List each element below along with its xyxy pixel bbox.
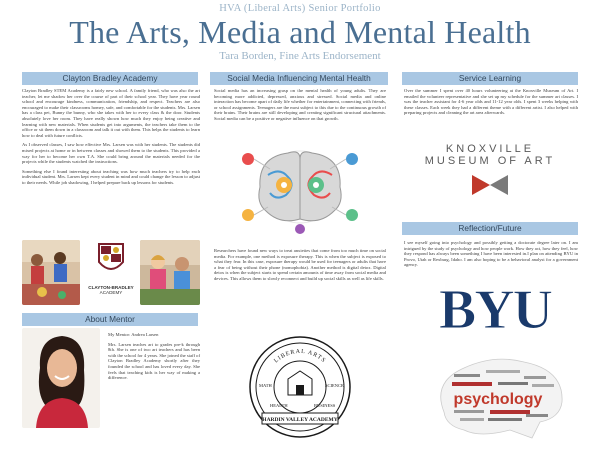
clayton-heading: Clayton Bradley Academy xyxy=(22,72,198,85)
page-title: The Arts, Media and Mental Health xyxy=(69,14,531,50)
byu-logo xyxy=(420,274,570,340)
clayton-text xyxy=(22,88,200,186)
seal-bottom-left-text: HEALTH xyxy=(270,403,288,408)
seal-right-text: SCIENCE xyxy=(325,383,344,388)
seal-band-text: HARDIN VALLEY ACADEMY xyxy=(262,417,338,423)
knox-logo-line1: KNOXVILLE xyxy=(445,143,535,155)
hardin-valley-seal xyxy=(248,335,352,439)
reflection-heading: Reflection/Future xyxy=(402,222,578,235)
mentor-bio: Mrs. Larsen teaches art to grades pre-k through 8th. She is one of two art teachers and has been with the school for 4 years. She joined the staff of Clayton Bradley Academy shortly after they founded the school and has loved every day. She feels that teaching kids is her way of making a difference. xyxy=(108,341,200,381)
clayton-bradley-logo xyxy=(85,240,137,305)
social-paragraph-2: Researchers have found new ways to treat anxieties that come from too much time on social media. For example, one method is exposure therapy. This is when the subject is exposed to what they fear. In this case, exposure therapy would be used for teenagers or adults that have a fear of being without their phone (nomophobia). Another method is digital detox. Digital detox is when the subject starts to spend certain amounts of time away from social media and devices. This allows them to slowly reconnect and build up social skills as well as life skills. xyxy=(214,248,386,281)
clayton-paragraph-2: As I observed classes, I saw how effective Mrs. Larsen was with her students. The students did mixed projects at home or in between classes and showed them to the students. This provided a way for her to become her own T.A. She could bring around the materials needed for the projects while the students watched the instructions. xyxy=(22,142,200,165)
knox-logo-mark xyxy=(472,175,508,195)
seal-bottom-right-text: BUSINESS xyxy=(314,403,336,408)
portfolio-label: HVA (Liberal Arts) Senior Portfolio xyxy=(219,3,381,14)
service-heading: Service Learning xyxy=(402,72,578,85)
byu-text: BYU xyxy=(438,279,552,340)
clayton-logo-line2: ACADEMY xyxy=(99,290,123,295)
social-heading: Social Media Influencing Mental Health xyxy=(210,72,388,85)
clayton-logo-line1: CLAYTON-BRADLEY xyxy=(88,285,134,290)
seal-top-text: LIBERAL ARTS xyxy=(273,348,327,365)
brain-illustration xyxy=(240,145,360,235)
reflection-text xyxy=(404,240,578,268)
students-art-photo xyxy=(22,240,80,305)
clayton-paragraph-3: Something else I found interesting about teaching was how much teachers try to help each individual student. Mrs. Larsen kept every student in mind and could change the lesson to adjust to their needs. While job shadowing, I helped prepare back up lessons for students. xyxy=(22,168,200,185)
psychology-word: psychology xyxy=(453,391,543,408)
knox-logo-line2: MUSEUM OF ART xyxy=(424,155,556,167)
social-text-bottom xyxy=(214,248,386,282)
service-paragraph-1: Over the summer I spent over 40 hours volunteering at the Knoxville Museum of Art. I emailed the volunteer representative and she set up my schedule for the summer art classes. I was the teacher assistant for 4-6 year olds and 11-12 year olds. I spent 3 weeks helping with these classes. Each week they had a different theme with a different artist. I also helped with preparing projects and cleaning the art area afterwards. xyxy=(404,88,578,116)
mentor-photo xyxy=(22,328,100,428)
mentor-name-line: My Mentor: Andrea Larsen xyxy=(108,332,159,337)
social-paragraph-1: Social media has an increasing grasp on the mental health of young adults. They are becoming more addicted, depressed, anxious and stressed. Social media and online interaction has become apart of daily life whether for entertainment, connecting with friends, or school assignments. Teenagers are the most subject to this due to the continuous growth of their brains. Their brains are still developing and creating significant structural attachments. Social media can be a positive or negative influence on that growth. xyxy=(214,88,386,121)
reflection-paragraph-1: I see myself going into psychology and possibly getting a doctorate degree later on. I am intrigued by the study of psychology and how people work. How they act, how they feel, how they respond has always been something I have been interested in.I plan on attending BYU in Provo, Utah or Rexburg, Idaho. I am also hoping to be a behavioral analyst for a government agency. xyxy=(404,240,578,268)
page-subtitle: Tara Borden, Fine Arts Endorsement xyxy=(219,50,381,62)
service-text xyxy=(404,88,578,116)
mentor-heading: About Mentor xyxy=(22,313,198,326)
seal-left-text: MATH xyxy=(259,383,272,388)
knoxville-museum-logo xyxy=(402,143,578,200)
clayton-paragraph-1: Clayton Bradley STEM Academy is a fairly new school. A family friend, who was also the art teacher, let me shadow her over the course of part of their school year. They have year round school and encourage kindness, communication, friendship, and respect. Teachers are also encouraged to make their classrooms homey, safe, and comfortable for the students. Mrs. Larsen has a class pet, Bunny the bunny, who she takes with her to every class & the door. Students absolutely love her room. They have really shown how much they enjoy being creative and learning with new materials. When students get into arguments, the teachers take them to the office or sit them down in a classroom and talk it out with them. This helps the students to learn how to deal with future conflicts. xyxy=(22,88,200,138)
social-text-top xyxy=(214,88,386,122)
students-painting-photo xyxy=(140,240,200,305)
mentor-text xyxy=(108,332,200,381)
psychology-word-cloud xyxy=(424,352,574,442)
